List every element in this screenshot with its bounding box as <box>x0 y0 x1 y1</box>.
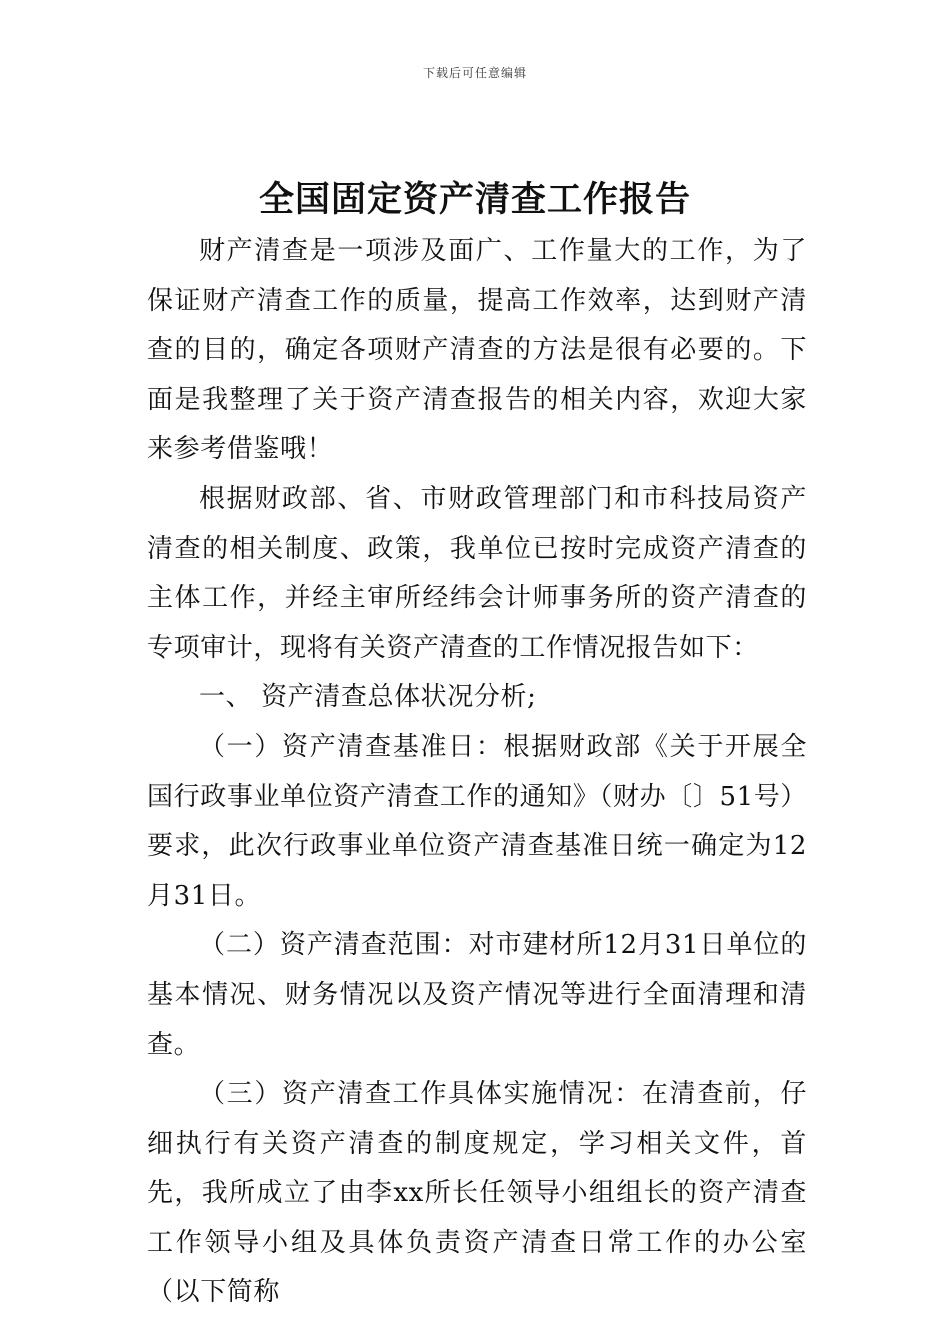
paragraph-base-date: （一）资产清查基准日：根据财政部《关于开展全国行政事业单位资产清查工作的通知》（财办〔〕51号）要求，此次行政事业单位资产清查基准日统一确定为12月31日。 <box>147 731 807 911</box>
document-body <box>147 227 807 1318</box>
header-note: 下载后可任意编辑 <box>422 66 527 80</box>
paragraph-implementation: （三）资产清查工作具体实施情况：在清查前，仔细执行有关资产清查的制度规定，学习相关文件，首先，我所成立了由李xx所长任领导小组组长的资产清查工作领导小组及具体负责资产清查日常工作的办公室（以下简称 <box>147 1079 807 1308</box>
paragraph-basis: 根据财政部、省、市财政管理部门和市科技局资产清查的相关制度、政策，我单位已按时完成资产清查的主体工作，并经主审所经纬会计师事务所的资产清查的专项审计，现将有关资产清查的工作情况报告如下： <box>147 483 807 663</box>
paragraph-intro: 财产清查是一项涉及面广、工作量大的工作，为了保证财产清查工作的质量，提高工作效率，达到财产清查的目的，确定各项财产清查的方法是很有必要的。下面是我整理了关于资产清查报告的相关内容，欢迎大家来参考借鉴哦！ <box>147 236 807 465</box>
document-title: 全国固定资产清查工作报告 <box>258 180 691 220</box>
paragraph-scope: （二）资产清查范围：对市建材所12月31日单位的基本情况、财务情况以及资产情况等进行全面清理和清查。 <box>147 930 807 1060</box>
section-heading-overview: 一、 资产清查总体状况分析; <box>199 682 537 713</box>
